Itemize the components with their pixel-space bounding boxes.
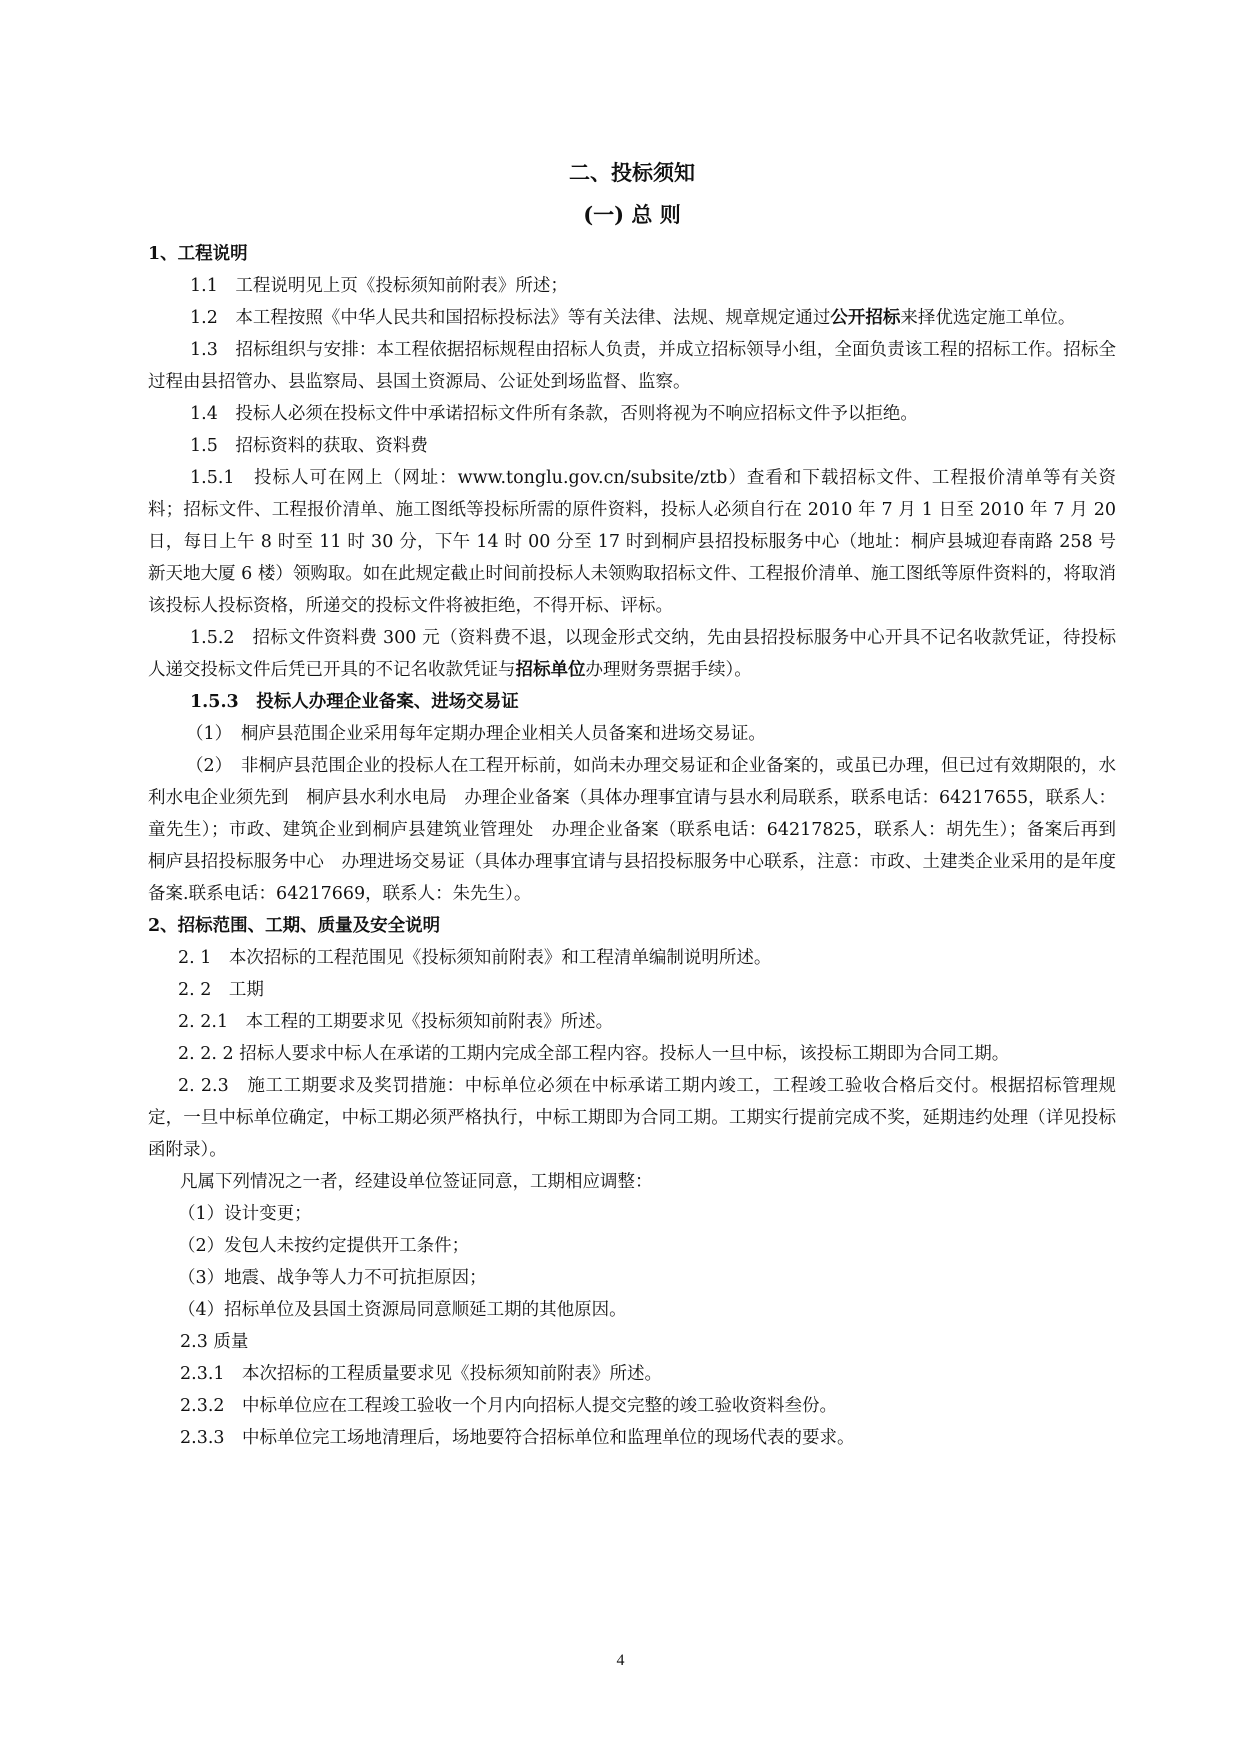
para-1-2 <box>148 302 1116 334</box>
condition-item-2: （2）发包人未按约定提供开工条件； <box>178 1236 470 1256</box>
para-1-5-1: 1.5.1 投标人可在网上（网址：www.tonglu.gov.cn/subsite/ztb）查看和下载招标文件、工程报价清单等有关资料；招标文件、工程报价清单、施工图纸等投标所需的原件资料，投标人必须自行在 2010 年 7 月 1 日至 2010 年 7 月 20 日，每日上午 8 时至 11 时 30 分，下午 14 时 00 分至 17 时到桐庐县招投标服务中心（地址：桐庐县城迎春南路 258 号新天地大厦 6 楼）领购取。如在此规定截止时间前投标人未领购取招标文件、工程报价清单、施工图纸等原件资料的，将取消该投标人投标资格，所递交的投标文件将被拒绝，不得开标、评标。 <box>148 468 1116 616</box>
para-2-3-2: 2.3.2 中标单位应在工程竣工验收一个月内向招标人提交完整的竣工验收资料叁份。 <box>180 1396 838 1416</box>
condition-item-1: （1）设计变更； <box>178 1204 312 1224</box>
para-1-2-bold: 公开招标 <box>830 308 901 328</box>
para-1-5-2-text-a: 1.5.2 招标文件资料费 300 元（资料费不退，以现金形式交纳，先由县招投标服务中心开具不记名收款凭证，待投标人递交投标文件后凭已开具的不记名收款凭证与 <box>148 628 1116 680</box>
heading-1: 1、工程说明 <box>148 244 248 264</box>
para-conditions: 凡属下列情况之一者，经建设单位签证同意，工期相应调整： <box>180 1172 653 1192</box>
para-1-1: 1.1 工程说明见上页《投标须知前附表》所述； <box>190 276 568 296</box>
para-2-1: 2. 1 本次招标的工程范围见《投标须知前附表》和工程清单编制说明所述。 <box>178 948 772 968</box>
para-1-5-2-bold: 招标单位 <box>515 660 586 680</box>
para-1-5-3-item-1: （1） 桐庐县范围企业采用每年定期办理企业相关人员备案和进场交易证。 <box>186 724 766 744</box>
para-1-5: 1.5 招标资料的获取、资料费 <box>190 436 428 456</box>
para-1-3: 1.3 招标组织与安排：本工程依据招标规程由招标人负责，并成立招标领导小组，全面负责该工程的招标工作。招标全过程由县招管办、县监察局、县国土资源局、公证处到场监督、监察。 <box>148 340 1116 392</box>
para-1-5-3: 1.5.3 投标人办理企业备案、进场交易证 <box>190 692 519 712</box>
para-1-2-text-a: 1.2 本工程按照《中华人民共和国招标投标法》等有关法律、法规、规章规定通过 <box>190 308 831 328</box>
para-2-3-1: 2.3.1 本次招标的工程质量要求见《投标须知前附表》所述。 <box>180 1364 663 1384</box>
para-2-3: 2.3 质量 <box>180 1332 249 1352</box>
section-title: 二、投标须知 <box>569 160 695 185</box>
para-1-5-2 <box>148 622 1116 686</box>
para-2-2-2: 2. 2. 2 招标人要求中标人在承诺的工期内完成全部工程内容。投标人一旦中标，该投标工期即为合同工期。 <box>178 1044 1010 1064</box>
para-2-2-3: 2. 2.3 施工工期要求及奖罚措施：中标单位必须在中标承诺工期内竣工，工程竣工验收合格后交付。根据招标管理规定，一旦中标单位确定，中标工期必须严格执行，中标工期即为合同工期。工期实行提前完成不奖，延期违约处理（详见投标函附录）。 <box>148 1076 1116 1160</box>
para-1-2-text-b: 来择优选定施工单位。 <box>900 308 1076 328</box>
para-2-2: 2. 2 工期 <box>178 980 264 1000</box>
para-2-2-1: 2. 2.1 本工程的工期要求见《投标须知前附表》所述。 <box>178 1012 614 1032</box>
page-number: 4 <box>616 1652 625 1669</box>
para-1-5-3-item-2: （2） 非桐庐县范围企业的投标人在工程开标前，如尚未办理交易证和企业备案的，或虽已办理，但已过有效期限的，水利水电企业须先到 桐庐县水利水电局 办理企业备案（具体办理事宜请与县水利局联系，联系电话：64217655，联系人：童先生）；市政、建筑企业到桐庐县建筑业管理处 办理企业备案（联系电话：64217825，联系人：胡先生）；备案后再到 桐庐县招投标服务中心 办理进场交易证（具体办理事宜请与县招投标服务中心联系，注意：市政、土建类企业采用的是年度备案.联系电话：64217669，联系人：朱先生）。 <box>148 756 1134 904</box>
condition-item-4: （4）招标单位及县国土资源局同意顺延工期的其他原因。 <box>178 1300 627 1320</box>
para-1-4: 1.4 投标人必须在投标文件中承诺招标文件所有条款，否则将视为不响应招标文件予以拒绝。 <box>190 404 918 424</box>
condition-item-3: （3）地震、战争等人力不可抗拒原因； <box>178 1268 487 1288</box>
heading-2: 2、招标范围、工期、质量及安全说明 <box>148 916 441 936</box>
para-2-3-3: 2.3.3 中标单位完工场地清理后，场地要符合招标单位和监理单位的现场代表的要求。 <box>180 1428 855 1448</box>
para-1-5-2-text-b: 办理财务票据手续）。 <box>585 660 752 680</box>
section-subtitle: (一) 总 则 <box>583 202 681 227</box>
document-page <box>148 150 1134 1454</box>
